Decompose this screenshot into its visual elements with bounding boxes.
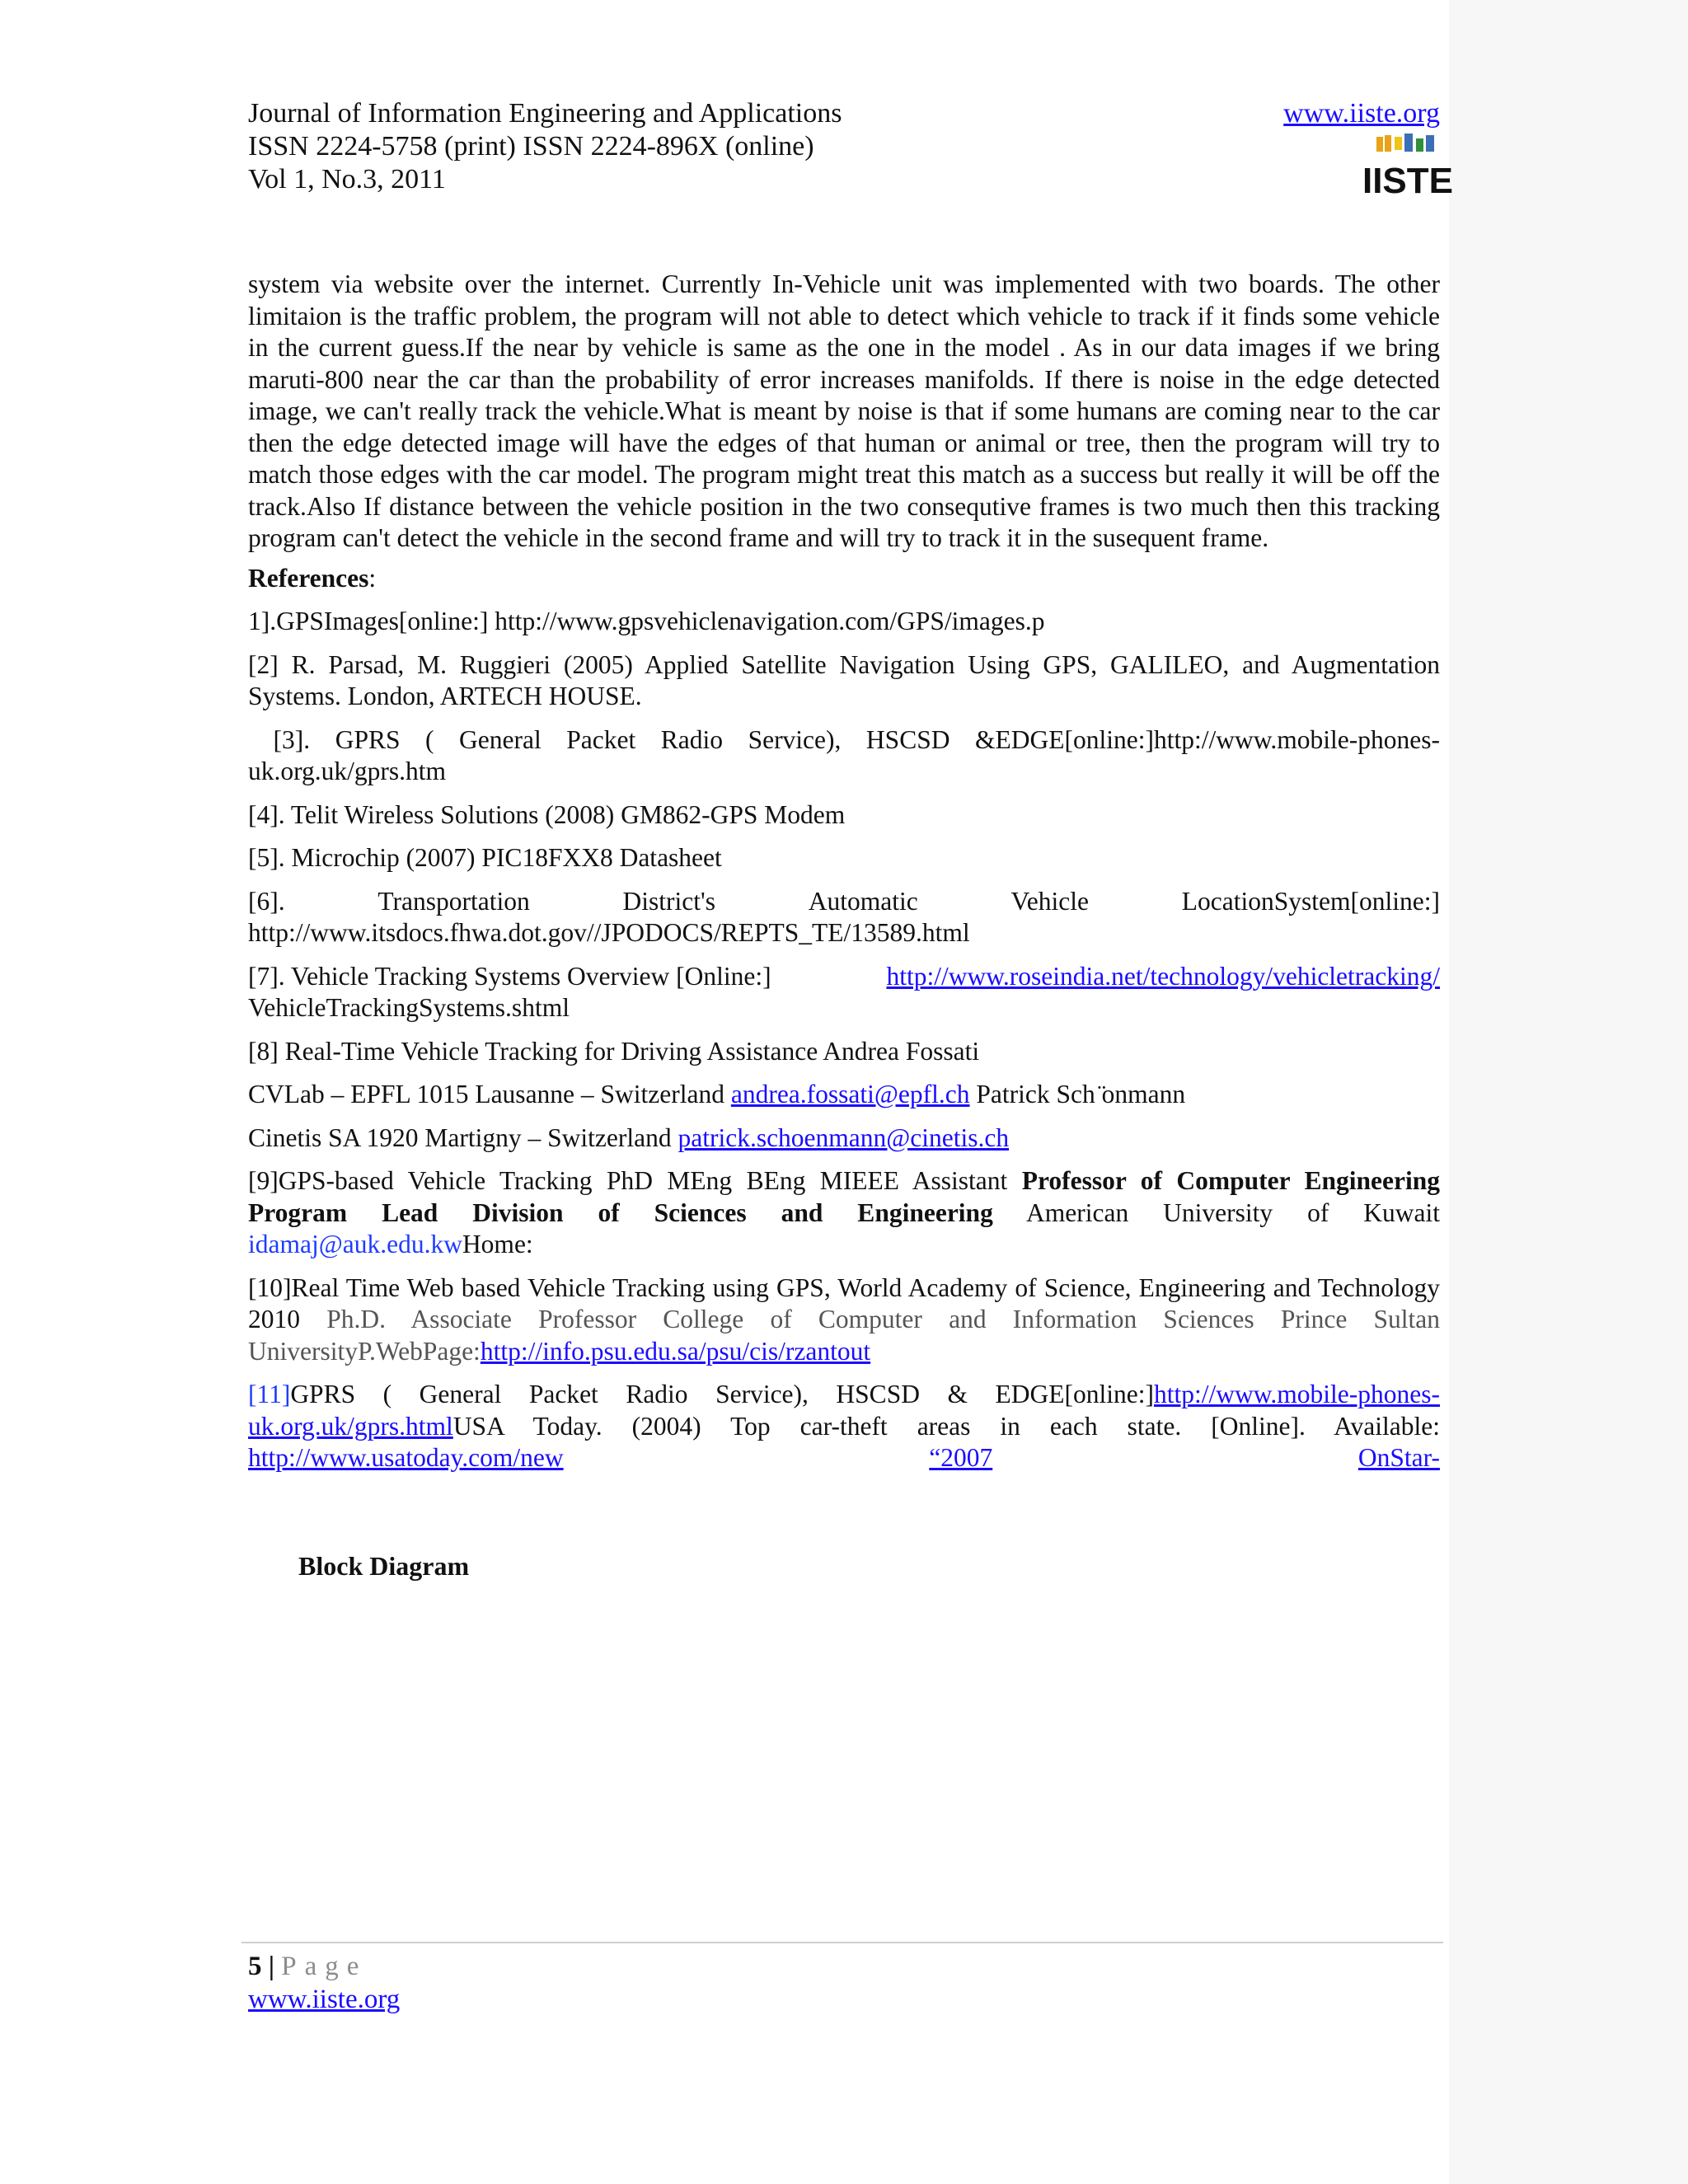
mobile-phones-link[interactable]: http://www.mobile-phones-uk.org.uk/gprs.html xyxy=(248,1380,1440,1441)
footer-divider xyxy=(241,1942,1443,1943)
page-number: 5 xyxy=(248,1952,262,1981)
reference-10: [10]Real Time Web based Vehicle Tracking using GPS, World Academy of Science, Engineering and Technology 2010 Ph.D. Associate Professor College of Computer and Information Sciences Prince Sultan UniversityP.WebPage:http://info.psu.edu.sa/psu/cis/rzantout xyxy=(248,1272,1441,1366)
references-heading: References: xyxy=(248,563,377,593)
fossati-email-link[interactable]: andrea.fossati@epfl.ch xyxy=(730,1080,970,1108)
reference-1: 1].GPSImages[online:] http://www.gpsvehiclenavigation.com/GPS/images.p xyxy=(248,607,1045,635)
reference-7 xyxy=(248,961,1440,1024)
reference-7-text: [7]. Vehicle Tracking Systems Overview [Online:] xyxy=(248,961,785,991)
iiste-logo-icon xyxy=(1362,134,1454,201)
reference-8-affiliation-2: Cinetis SA 1920 Martigny – Switzerland patrick.schoenmann@cinetis.ch xyxy=(248,1122,1010,1152)
reference-8-affiliation-1: CVLab – EPFL 1015 Lausanne – Switzerland andrea.fossati@epfl.ch Patrick Sch ̈onmann xyxy=(248,1080,1186,1108)
page-number-line: 5 | Page xyxy=(248,1952,368,1981)
reference-4: [4]. Telit Wireless Solutions (2008) GM862-GPS Modem xyxy=(248,799,846,829)
reference-7-link[interactable]: http://www.roseindia.net/technology/vehicletracking/ xyxy=(886,961,1440,991)
idamaj-email[interactable]: idamaj@auk.edu.kw xyxy=(248,1230,462,1258)
reference-9: [9]GPS-based Vehicle Tracking PhD MEng BEng MIEEE Assistant Professor of Computer Engineering Program Lead Division of Sciences and Engineering American University of Kuwait idamaj@auk.edu.kwHome: xyxy=(248,1166,1440,1258)
reference-2: [2] R. Parsad, M. Ruggieri (2005) Applied Satellite Navigation Using GPS, GALILEO, and Augmentation Systems. London, ARTECH HOUSE. xyxy=(248,649,1440,710)
usatoday-link[interactable]: http://www.usatoday.com/new “2007 OnStar- xyxy=(248,1443,1440,1472)
reference-11: [11]GPRS ( General Packet Radio Service), HSCSD & EDGE[online:]http://www.mobile-phones-uk.org.uk/gprs.htmlUSA Today. (2004) Top car-theft areas in each state. [Online]. Available: http://www.usatoday.com/new “2007 OnStar- xyxy=(248,1379,1440,1474)
page-content xyxy=(248,269,1440,1486)
page-margin-strip xyxy=(1449,0,1688,2184)
journal-volume: Vol 1, No.3, 2011 xyxy=(248,164,446,194)
references-heading-label: References xyxy=(248,563,369,593)
page-footer xyxy=(248,1950,400,2016)
header-website-link[interactable]: www.iiste.org xyxy=(1283,98,1440,129)
reference-6-url: http://www.itsdocs.fhwa.dot.gov//JPODOCS/REPTS_TE/13589.html xyxy=(248,918,970,947)
reference-3: [3]. GPRS ( General Packet Radio Service), HSCSD &EDGE[online:]http://www.mobile-phones-uk.org.uk/gprs.htm xyxy=(248,724,1440,785)
reference-5: [5]. Microchip (2007) PIC18FXX8 Datasheet xyxy=(248,843,722,872)
reference-7-line2: VehicleTrackingSystems.shtml xyxy=(248,993,570,1022)
svg-text:IISTE: IISTE xyxy=(1362,161,1454,201)
journal-title: Journal of Information Engineering and Applications xyxy=(248,98,842,129)
page-word: Page xyxy=(281,1952,368,1981)
footer-website-link[interactable]: www.iiste.org xyxy=(248,1985,401,2014)
schoenmann-email-link[interactable]: patrick.schoenmann@cinetis.ch xyxy=(678,1122,1010,1152)
reference-6 xyxy=(248,886,1440,949)
reference-6-line1: [6]. Transportation District's Automatic Vehicle LocationSystem[online:] xyxy=(248,886,1440,916)
body-paragraph: system via website over the internet. Currently In-Vehicle unit was implemented with two boards. The other limitaion is the traffic problem, the program will not able to detect which vehicle to track if it finds some vehicle in the current guess.If the near by vehicle is same as the one in the model . As in our data images if we bring maruti-800 near the car than the probability of error increases manifolds. If there is noise in the edge detected image, we can't really track the vehicle.What is meant by noise is that if some humans are coming near to the car then the edge detected image will have the edges of that human or animal or tree, then the program will try to match those edges with the car model. The program might treat this match as a success but really it will be off the track.Also If distance between the vehicle position in the two consequtive frames is two much then this tracking program can't detect the vehicle in the second frame and will try to track it in the susequent frame. xyxy=(248,269,1440,552)
psu-webpage-link[interactable]: http://info.psu.edu.sa/psu/cis/rzantout xyxy=(480,1336,871,1366)
journal-header xyxy=(248,97,842,196)
block-diagram-heading: Block Diagram xyxy=(298,1551,470,1581)
journal-issn: ISSN 2224-5758 (print) ISSN 2224-896X (online) xyxy=(248,131,814,162)
reference-8: [8] Real-Time Vehicle Tracking for Driving Assistance Andrea Fossati xyxy=(248,1036,980,1066)
